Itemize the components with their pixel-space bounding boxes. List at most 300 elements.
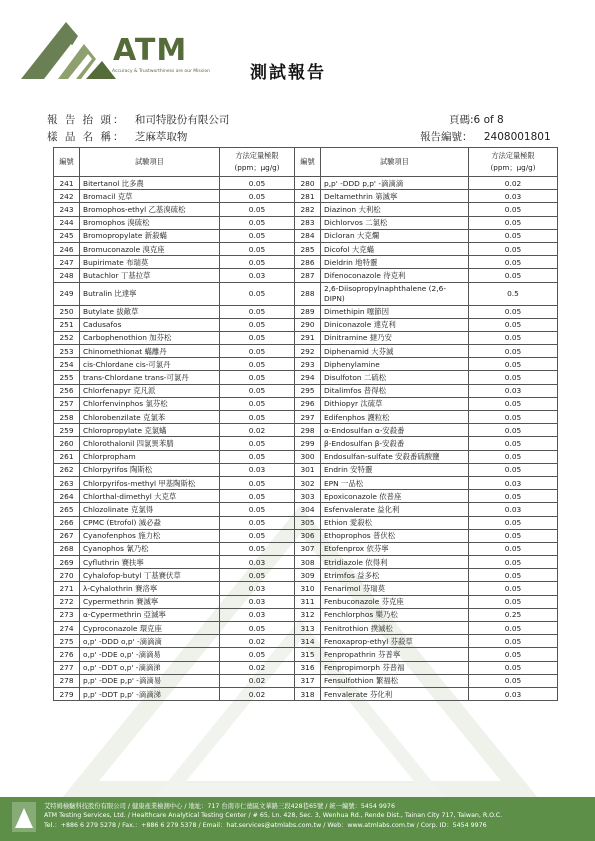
item-name: Chloropropylate 克氯蟎 xyxy=(80,424,220,437)
item-number: 287 xyxy=(295,269,321,282)
item-loq: 0.05 xyxy=(220,242,295,255)
table-row xyxy=(54,595,558,608)
item-name: Chlorfenapyr 克凡派 xyxy=(80,384,220,397)
item-number: 281 xyxy=(295,190,321,203)
item-name: o,p' -DDE o,p' -滴滴易 xyxy=(80,648,220,661)
item-name: Bitertanol 比多農 xyxy=(80,177,220,190)
item-loq: 0.05 xyxy=(469,661,558,674)
item-name: Etofenprox 依芬寧 xyxy=(321,542,469,555)
item-number: 301 xyxy=(295,463,321,476)
item-number: 270 xyxy=(54,569,80,582)
table-row xyxy=(54,503,558,516)
item-loq: 0.05 xyxy=(469,242,558,255)
item-name: Dicofol 大克蟎 xyxy=(321,242,469,255)
item-number: 279 xyxy=(54,687,80,700)
item-loq: 0.05 xyxy=(220,216,295,229)
item-number: 275 xyxy=(54,635,80,648)
item-loq: 0.03 xyxy=(469,384,558,397)
item-number: 280 xyxy=(295,177,321,190)
item-name: Cadusafos xyxy=(80,318,220,331)
report-number-value: 2408001801 xyxy=(483,131,551,143)
item-name: CPMC (Etrofol) 滅必蝨 xyxy=(80,516,220,529)
item-number: 315 xyxy=(295,648,321,661)
table-row xyxy=(54,490,558,503)
item-loq: 0.05 xyxy=(469,216,558,229)
item-number: 257 xyxy=(54,397,80,410)
item-number: 253 xyxy=(54,345,80,358)
item-number: 313 xyxy=(295,622,321,635)
item-number: 295 xyxy=(295,384,321,397)
item-number: 262 xyxy=(54,463,80,476)
item-name: Dithiopyr 汰硫草 xyxy=(321,397,469,410)
item-name: Epoxiconazole 依普座 xyxy=(321,490,469,503)
table-row xyxy=(54,371,558,384)
item-loq: 0.05 xyxy=(469,674,558,687)
item-number: 289 xyxy=(295,305,321,318)
item-name: Cyanofenphos 施力松 xyxy=(80,529,220,542)
applicant-label: 報 告 抬 頭： xyxy=(47,114,126,126)
item-loq: 0.03 xyxy=(469,476,558,489)
item-loq: 0.05 xyxy=(469,635,558,648)
item-number: 249 xyxy=(54,282,80,305)
item-number: 312 xyxy=(295,608,321,621)
item-loq: 0.05 xyxy=(220,437,295,450)
item-name: Ditalimfos 普得松 xyxy=(321,384,469,397)
item-loq: 0.03 xyxy=(220,269,295,282)
item-name: Butachlor 丁基拉草 xyxy=(80,269,220,282)
table-row xyxy=(54,569,558,582)
report-number xyxy=(420,129,551,144)
item-name: Diniconazole 達克利 xyxy=(321,318,469,331)
logo-wordmark: ATM xyxy=(113,33,188,68)
item-number: 285 xyxy=(295,242,321,255)
item-loq: 0.05 xyxy=(469,648,558,661)
item-name: Cypermethrin 賽滅寧 xyxy=(80,595,220,608)
item-name: Edifenphos 護粒松 xyxy=(321,411,469,424)
table-row xyxy=(54,242,558,255)
item-loq: 0.05 xyxy=(220,190,295,203)
item-loq: 0.05 xyxy=(220,648,295,661)
item-loq: 0.03 xyxy=(220,556,295,569)
item-number: 297 xyxy=(295,411,321,424)
item-loq: 0.05 xyxy=(469,229,558,242)
footer-line-2: ATM Testing Services, Ltd. / Healthcare Analytical Testing Center / # 65, Ln. 428, Sec. 3, Wenhua Rd., Rende Dist., Tainan City 717, Taiwan, R.O.C. xyxy=(44,812,503,820)
item-loq: 0.05 xyxy=(469,490,558,503)
item-name: Endrin 安特靈 xyxy=(321,463,469,476)
item-loq: 0.05 xyxy=(220,384,295,397)
table-row xyxy=(54,397,558,410)
col-loq-header: 方法定量極限 (ppm；μg/g) xyxy=(220,148,295,177)
item-loq: 0.05 xyxy=(469,569,558,582)
item-name: Fensulfothion 繁福松 xyxy=(321,674,469,687)
table-row xyxy=(54,687,558,700)
item-loq: 0.05 xyxy=(220,397,295,410)
item-loq: 0.02 xyxy=(220,424,295,437)
item-number: 243 xyxy=(54,203,80,216)
item-loq: 0.05 xyxy=(469,542,558,555)
page-indicator xyxy=(449,112,504,127)
table-body xyxy=(54,177,558,701)
page-value: 6 of 8 xyxy=(473,114,504,126)
col-number-header: 編號 xyxy=(295,148,321,177)
item-loq: 0.05 xyxy=(220,542,295,555)
applicant-line xyxy=(47,112,229,127)
item-name: Bromopropylate 新殺蟎 xyxy=(80,229,220,242)
table-row xyxy=(54,177,558,190)
item-loq: 0.03 xyxy=(469,503,558,516)
item-number: 268 xyxy=(54,542,80,555)
item-number: 298 xyxy=(295,424,321,437)
item-number: 288 xyxy=(295,282,321,305)
item-loq: 0.05 xyxy=(469,358,558,371)
table-row xyxy=(54,269,558,282)
item-loq: 0.05 xyxy=(220,358,295,371)
item-loq: 0.05 xyxy=(469,622,558,635)
item-number: 306 xyxy=(295,529,321,542)
item-number: 317 xyxy=(295,674,321,687)
item-name: Chlorobenzilate 克氯苯 xyxy=(80,411,220,424)
item-number: 265 xyxy=(54,503,80,516)
item-name: EPN 一品松 xyxy=(321,476,469,489)
item-name: Etridiazole 依得利 xyxy=(321,556,469,569)
item-loq: 0.05 xyxy=(220,331,295,344)
item-number: 258 xyxy=(54,411,80,424)
item-loq: 0.02 xyxy=(220,661,295,674)
item-number: 286 xyxy=(295,256,321,269)
item-name: Fenpropathrin 芬普寧 xyxy=(321,648,469,661)
item-loq: 0.05 xyxy=(220,450,295,463)
table-row xyxy=(54,437,558,450)
table-row xyxy=(54,358,558,371)
item-loq: 0.05 xyxy=(220,177,295,190)
item-number: 283 xyxy=(295,216,321,229)
item-loq: 0.05 xyxy=(469,450,558,463)
item-number: 305 xyxy=(295,516,321,529)
item-loq: 0.05 xyxy=(469,411,558,424)
footer-line-3: Tel.：+886 6 279 5278 / Fax.：+886 6 279 5378 / Email：hat.services@atmlabs.com.tw / Web：www.atmlabs.com.tw / Corp. ID：5454 9976 xyxy=(44,821,487,829)
item-number: 242 xyxy=(54,190,80,203)
item-number: 272 xyxy=(54,595,80,608)
item-number: 282 xyxy=(295,203,321,216)
item-number: 255 xyxy=(54,371,80,384)
report-header-area xyxy=(0,0,595,100)
item-loq: 0.03 xyxy=(220,595,295,608)
table-row xyxy=(54,463,558,476)
item-number: 273 xyxy=(54,608,80,621)
item-number: 284 xyxy=(295,229,321,242)
table-row xyxy=(54,305,558,318)
item-name: Chlorothalonil 四氯異苯腈 xyxy=(80,437,220,450)
item-name: Fenarimol 芬瑞莫 xyxy=(321,582,469,595)
item-name: Cyanophos 氰乃松 xyxy=(80,542,220,555)
item-name: Disulfoton 二硫松 xyxy=(321,371,469,384)
applicant-value: 和司特股份有限公司 xyxy=(134,114,230,126)
item-name: p,p' -DDE p,p' -滴滴易 xyxy=(80,674,220,687)
item-number: 291 xyxy=(295,331,321,344)
item-name: Esfenvalerate 益化利 xyxy=(321,503,469,516)
item-name: trans-Chlordane trans-可氯丹 xyxy=(80,371,220,384)
item-name: 2,6-Diisopropylnaphthalene (2,6-DIPN) xyxy=(321,282,469,305)
table-row xyxy=(54,476,558,489)
item-name: Chinomethionat 蟎離丹 xyxy=(80,345,220,358)
item-loq: 0.05 xyxy=(469,397,558,410)
item-number: 276 xyxy=(54,648,80,661)
item-loq: 0.05 xyxy=(469,269,558,282)
item-loq: 0.5 xyxy=(469,282,558,305)
footer-text xyxy=(44,802,588,830)
item-loq: 0.02 xyxy=(220,635,295,648)
item-name: Fenpropimorph 芬普福 xyxy=(321,661,469,674)
item-number: 248 xyxy=(54,269,80,282)
item-loq: 0.05 xyxy=(220,622,295,635)
item-number: 244 xyxy=(54,216,80,229)
col-loq-header: 方法定量極限 (ppm；μg/g) xyxy=(469,148,558,177)
col-number-header: 編號 xyxy=(54,148,80,177)
item-loq: 0.05 xyxy=(469,318,558,331)
item-name: Chlorfenvinphos 氯芬松 xyxy=(80,397,220,410)
item-loq: 0.05 xyxy=(469,371,558,384)
item-name: o,p' -DDT o,p' -滴滴涕 xyxy=(80,661,220,674)
item-number: 294 xyxy=(295,371,321,384)
item-name: cis-Chlordane cis-可氯丹 xyxy=(80,358,220,371)
item-loq: 0.05 xyxy=(220,411,295,424)
item-number: 302 xyxy=(295,476,321,489)
item-loq: 0.03 xyxy=(469,190,558,203)
item-name: Diazinon 大利松 xyxy=(321,203,469,216)
table-row xyxy=(54,203,558,216)
item-number: 310 xyxy=(295,582,321,595)
table-row xyxy=(54,411,558,424)
table-row xyxy=(54,529,558,542)
item-number: 245 xyxy=(54,229,80,242)
item-number: 271 xyxy=(54,582,80,595)
item-loq: 0.03 xyxy=(220,608,295,621)
table-row xyxy=(54,345,558,358)
item-loq: 0.05 xyxy=(220,371,295,384)
item-loq: 0.03 xyxy=(220,582,295,595)
item-number: 293 xyxy=(295,358,321,371)
document-title: 測試報告 xyxy=(250,63,326,83)
item-number: 266 xyxy=(54,516,80,529)
table-row xyxy=(54,229,558,242)
table-row xyxy=(54,582,558,595)
item-loq: 0.05 xyxy=(469,331,558,344)
item-loq: 0.05 xyxy=(469,345,558,358)
item-name: Bromuconazole 溴克座 xyxy=(80,242,220,255)
item-loq: 0.02 xyxy=(220,687,295,700)
logo-tagline: Accuracy & Trustworthiness are our Mission xyxy=(112,69,210,74)
table-row xyxy=(54,282,558,305)
item-number: 246 xyxy=(54,242,80,255)
item-number: 254 xyxy=(54,358,80,371)
col-item-header: 試驗項目 xyxy=(80,148,220,177)
item-loq: 0.05 xyxy=(469,529,558,542)
item-name: Fenitrothion 撲滅松 xyxy=(321,622,469,635)
item-name: p,p' -DDD p,p' -滴滴滴 xyxy=(321,177,469,190)
item-name: Cyhalofop-butyl 丁基賽伏草 xyxy=(80,569,220,582)
table-row xyxy=(54,424,558,437)
table-row xyxy=(54,608,558,621)
item-name: Bromacil 克草 xyxy=(80,190,220,203)
item-loq: 0.05 xyxy=(220,256,295,269)
item-number: 314 xyxy=(295,635,321,648)
item-loq: 0.05 xyxy=(220,305,295,318)
item-loq: 0.05 xyxy=(469,556,558,569)
item-number: 277 xyxy=(54,661,80,674)
item-name: Dieldrin 地特靈 xyxy=(321,256,469,269)
item-loq: 0.05 xyxy=(220,476,295,489)
table-row xyxy=(54,674,558,687)
item-loq: 0.05 xyxy=(469,424,558,437)
item-loq: 0.25 xyxy=(469,608,558,621)
item-name: Diphenamid 大芬滅 xyxy=(321,345,469,358)
table-row xyxy=(54,384,558,397)
table-row xyxy=(54,256,558,269)
item-name: Bromophos 溴硫松 xyxy=(80,216,220,229)
item-number: 303 xyxy=(295,490,321,503)
item-loq: 0.05 xyxy=(469,437,558,450)
item-loq: 0.05 xyxy=(220,345,295,358)
item-name: Chlorpyrifos 陶斯松 xyxy=(80,463,220,476)
item-name: Bupirimate 布瑞莫 xyxy=(80,256,220,269)
item-name: Fenchlorphos 樂乃松 xyxy=(321,608,469,621)
item-loq: 0.05 xyxy=(220,229,295,242)
item-name: Fenoxaprop-ethyl 芬殺草 xyxy=(321,635,469,648)
item-name: Chlozolinate 克氯得 xyxy=(80,503,220,516)
item-number: 307 xyxy=(295,542,321,555)
item-loq: 0.03 xyxy=(469,687,558,700)
item-name: Chlorpyrifos-methyl 甲基陶斯松 xyxy=(80,476,220,489)
item-name: Bromophos-ethyl 乙基溴硫松 xyxy=(80,203,220,216)
item-name: β-Endosulfan β-安殺番 xyxy=(321,437,469,450)
item-number: 318 xyxy=(295,687,321,700)
item-number: 311 xyxy=(295,595,321,608)
item-name: Dinitramine 撻乃安 xyxy=(321,331,469,344)
item-number: 309 xyxy=(295,569,321,582)
item-name: Chlorpropham xyxy=(80,450,220,463)
table-row xyxy=(54,318,558,331)
item-number: 292 xyxy=(295,345,321,358)
item-loq: 0.05 xyxy=(469,203,558,216)
item-loq: 0.02 xyxy=(469,177,558,190)
item-name: Ethion 愛殺松 xyxy=(321,516,469,529)
item-loq: 0.05 xyxy=(220,516,295,529)
item-name: Cyfluthrin 賽扶寧 xyxy=(80,556,220,569)
item-name: Endosulfan-sulfate 安殺番硫酸鹽 xyxy=(321,450,469,463)
item-number: 259 xyxy=(54,424,80,437)
col-item-header: 試驗項目 xyxy=(321,148,469,177)
item-number: 261 xyxy=(54,450,80,463)
report-number-label: 報告編號： xyxy=(420,131,473,143)
item-loq: 0.05 xyxy=(220,282,295,305)
item-name: Deltamethrin 第滅寧 xyxy=(321,190,469,203)
item-loq: 0.05 xyxy=(220,569,295,582)
item-loq: 0.02 xyxy=(220,674,295,687)
item-name: Butralin 比達寧 xyxy=(80,282,220,305)
table-row xyxy=(54,661,558,674)
item-name: Dimethipin 噻節因 xyxy=(321,305,469,318)
item-number: 274 xyxy=(54,622,80,635)
item-number: 316 xyxy=(295,661,321,674)
item-number: 269 xyxy=(54,556,80,569)
item-loq: 0.05 xyxy=(469,305,558,318)
item-number: 263 xyxy=(54,476,80,489)
item-number: 296 xyxy=(295,397,321,410)
item-number: 278 xyxy=(54,674,80,687)
item-loq: 0.05 xyxy=(469,582,558,595)
item-loq: 0.05 xyxy=(220,318,295,331)
item-loq: 0.05 xyxy=(469,463,558,476)
table-row xyxy=(54,190,558,203)
item-loq: 0.05 xyxy=(220,529,295,542)
item-number: 300 xyxy=(295,450,321,463)
table-row xyxy=(54,635,558,648)
item-name: p,p' -DDT p,p' -滴滴涕 xyxy=(80,687,220,700)
item-number: 304 xyxy=(295,503,321,516)
table-row xyxy=(54,542,558,555)
table-row xyxy=(54,216,558,229)
item-number: 252 xyxy=(54,331,80,344)
item-loq: 0.05 xyxy=(220,503,295,516)
item-name: Fenvalerate 芬化利 xyxy=(321,687,469,700)
table-row xyxy=(54,556,558,569)
item-loq: 0.05 xyxy=(220,203,295,216)
item-name: Ethoprophos 普伏松 xyxy=(321,529,469,542)
table-row xyxy=(54,450,558,463)
table-row xyxy=(54,516,558,529)
item-name: α-Cypermethrin 亞滅寧 xyxy=(80,608,220,621)
footer-bar xyxy=(0,797,595,841)
item-name: Butylate 拔敵草 xyxy=(80,305,220,318)
item-number: 267 xyxy=(54,529,80,542)
footer-logo-icon xyxy=(12,802,36,832)
table-header-row xyxy=(54,148,558,177)
sample-value: 芝麻萃取物 xyxy=(134,131,188,143)
item-name: Diphenylamine xyxy=(321,358,469,371)
item-name: Chlorthal-dimethyl 大克草 xyxy=(80,490,220,503)
item-name: Dichlorvos 二氯松 xyxy=(321,216,469,229)
item-number: 241 xyxy=(54,177,80,190)
item-number: 260 xyxy=(54,437,80,450)
item-loq: 0.05 xyxy=(469,516,558,529)
item-name: Difenoconazole 待克利 xyxy=(321,269,469,282)
page-label: 頁碼: xyxy=(449,114,474,126)
footer-line-1: 艾特姆檢驗科技股份有限公司 / 健康產業檢測中心 / 地址：717 台南市仁德區文華路三段428巷65號 / 統一編號：5454 9976 xyxy=(44,803,395,810)
table-row xyxy=(54,331,558,344)
item-loq: 0.03 xyxy=(220,463,295,476)
sample-line xyxy=(47,129,187,144)
sample-label: 樣 品 名 稱： xyxy=(47,131,126,143)
item-loq: 0.05 xyxy=(469,595,558,608)
item-name: o,p' -DDD o,p' -滴滴滴 xyxy=(80,635,220,648)
item-loq: 0.05 xyxy=(220,490,295,503)
table-row xyxy=(54,648,558,661)
item-number: 308 xyxy=(295,556,321,569)
item-name: Etrimfos 益多松 xyxy=(321,569,469,582)
item-name: Dicloran 大克爛 xyxy=(321,229,469,242)
item-number: 290 xyxy=(295,318,321,331)
item-number: 247 xyxy=(54,256,80,269)
item-name: α-Endosulfan α-安殺番 xyxy=(321,424,469,437)
item-name: Cyproconazole 環克座 xyxy=(80,622,220,635)
item-number: 251 xyxy=(54,318,80,331)
item-name: Fenbuconazole 芬克座 xyxy=(321,595,469,608)
item-name: λ-Cyhalothrin 賽洛寧 xyxy=(80,582,220,595)
item-number: 264 xyxy=(54,490,80,503)
item-loq: 0.05 xyxy=(469,256,558,269)
item-number: 299 xyxy=(295,437,321,450)
item-number: 250 xyxy=(54,305,80,318)
